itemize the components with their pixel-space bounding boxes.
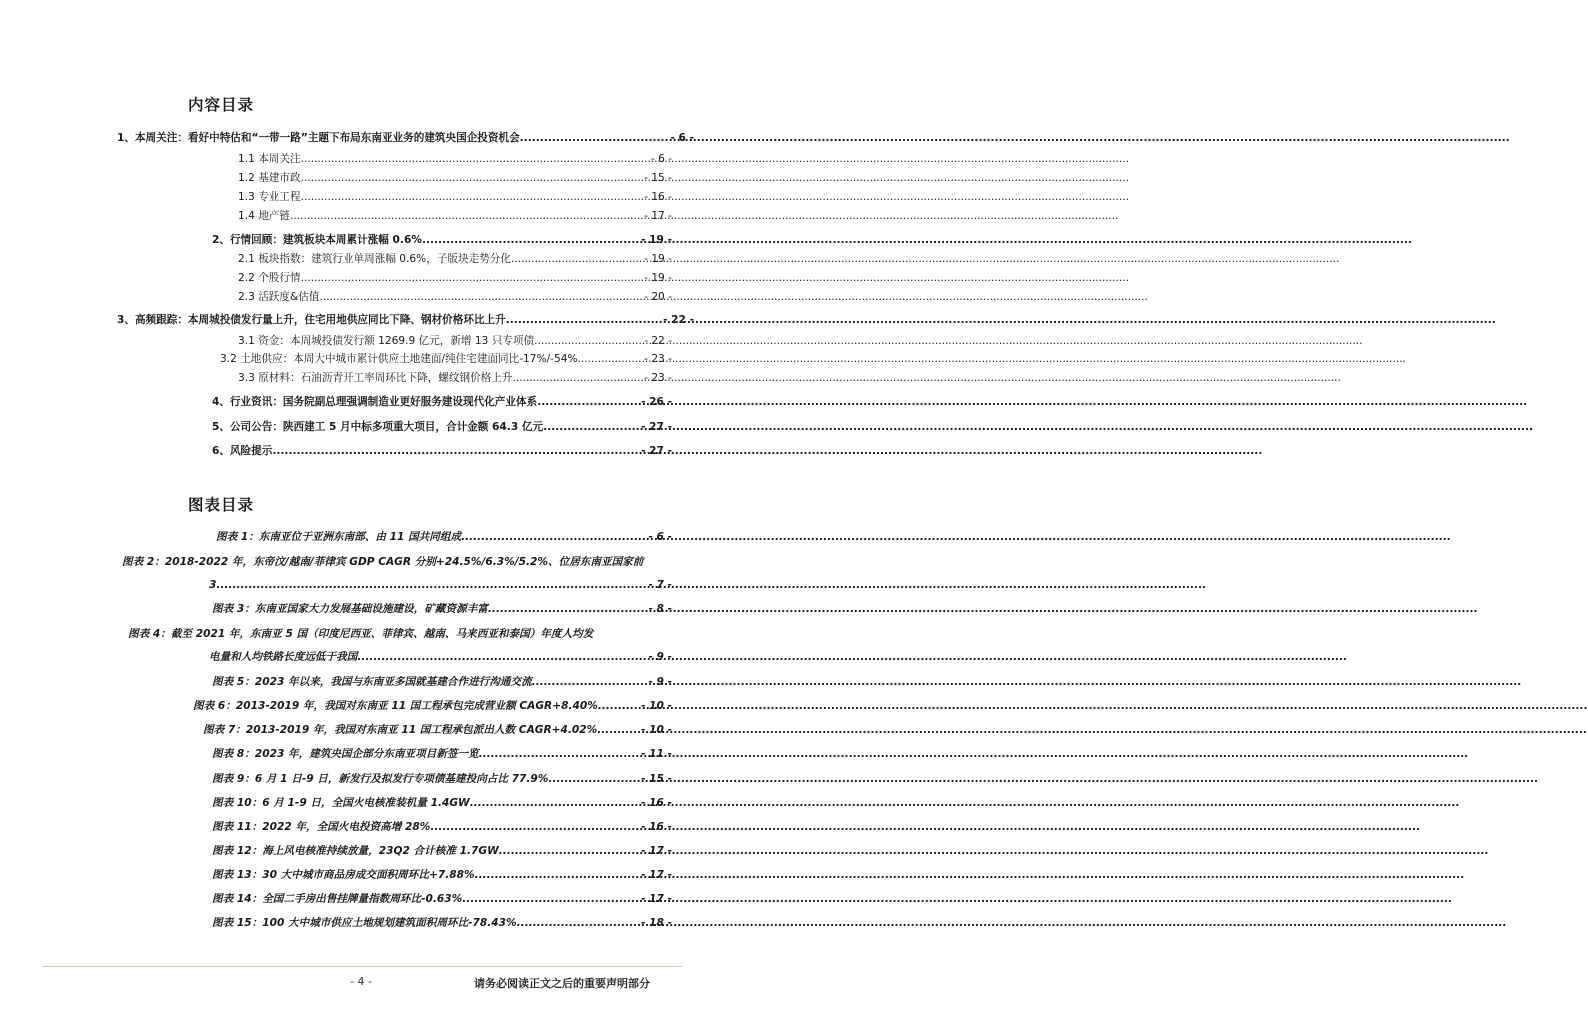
figure-entry[interactable]: 图表 3：东南亚国家大力发展基础设施建设，矿藏资源丰富 ..... - 8 - [212,602,672,616]
toc-entry[interactable]: 2.3 活跃度&估值 ..... - 20 - [238,290,672,304]
toc-entry[interactable]: 1.1 本周关注 ..... - 6 - [238,152,672,166]
figure-entry[interactable]: 图表 14：全国二手房出售挂牌量指数周环比-0.63% ..... - 17 - [212,892,672,906]
toc-entry[interactable]: 3.3 原材料：石油沥青开工率周环比下降，螺纹钢价格上升 ..... - 23 - [238,371,672,385]
footer-divider [42,966,682,967]
figure-entry[interactable]: 图表 12：海上风电核准持续放量，23Q2 合计核准 1.7GW ..... - 17 - [212,844,672,858]
figure-entry[interactable]: 图表 1：东南亚位于亚洲东南部、由 11 国共同组成 ..... - 6 - [216,530,672,544]
figure-entry[interactable]: 图表 15：100 大中城市供应土地规划建筑面积周环比-78.43% ..... - 18 - [212,916,672,930]
toc-entry[interactable]: 3、高频跟踪：本周城投债发行量上升，住宅用地供应同比下降、钢材价格环比上升 ..... - 22 - [117,313,694,327]
disclaimer-note: 请务必阅读正文之后的重要声明部分 [474,977,650,990]
figure-entry-continued[interactable]: 3 ..... - 7 - [209,578,672,592]
figures-title: 图表目录 [188,496,255,514]
figure-entry[interactable]: 图表 13：30 大中城市商品房成交面积周环比+7.88% ..... - 17 - [212,868,672,882]
toc-entry[interactable]: 2、行情回顾：建筑板块本周累计涨幅 0.6% ..... - 19 - [212,233,672,247]
toc-entry[interactable]: 1、本周关注：看好中特估和“一带一路”主题下布局东南亚业务的建筑央国企投资机会 ..... - 6 - [117,131,694,145]
page-number: - 4 - [350,975,372,988]
toc-entry[interactable]: 1.4 地产链 ..... - 17 - [238,209,672,223]
toc-entry[interactable]: 1.2 基建市政 ..... - 15 - [238,171,672,185]
toc-entry[interactable]: 4、行业资讯：国务院副总理强调制造业更好服务建设现代化产业体系 ..... - 26 - [212,395,672,409]
toc-entry[interactable]: 3.2 土地供应：本周大中城市累计供应土地建面/纯住宅建面同比-17%/-54% ..... - 23 - [220,352,672,366]
figure-entry-continued[interactable]: 电量和人均铁路长度远低于我国 ..... - 9 - [209,650,672,664]
toc-entry[interactable]: 6、风险提示 ..... - 27 - [212,444,672,458]
figure-entry[interactable]: 图表 6：2013-2019 年，我国对东南亚 11 国工程承包完成营业额 CAGR+8.40% ..... - 10 - [193,699,672,713]
toc-entry[interactable]: 2.2 个股行情 ..... - 19 - [238,271,672,285]
toc-entry[interactable]: 2.1 板块指数：建筑行业单周涨幅 0.6%，子版块走势分化 ..... - 19 - [238,252,672,266]
toc-entry[interactable]: 3.1 资金：本周城投债发行额 1269.9 亿元，新增 13 只专项债 ..... - 22 - [238,334,672,348]
figure-entry[interactable]: 图表 7：2013-2019 年，我国对东南亚 11 国工程承包派出人数 CAGR+4.02% ..... - 10 - [203,723,672,737]
figure-entry[interactable]: 图表 4：截至 2021 年，东南亚 5 国（印度尼西亚、菲律宾、越南、马来西亚和泰国）年度人均发 [128,628,594,640]
figure-entry[interactable]: 图表 5：2023 年以来，我国与东南亚多国就基建合作进行沟通交流 ..... - 9 - [212,675,672,689]
contents-title: 内容目录 [188,96,255,114]
figure-entry[interactable]: 图表 2：2018-2022 年，东帝汶/越南/菲律宾 GDP CAGR 分别+24.5%/6.3%/5.2%、位居东南亚国家前 [122,556,644,568]
toc-entry[interactable]: 5、公司公告：陕西建工 5 月中标多项重大项目，合计金额 64.3 亿元 ..... - 27 - [212,420,672,434]
figure-entry[interactable]: 图表 11：2022 年，全国火电投资高增 28% ..... - 16 - [212,820,672,834]
figure-entry[interactable]: 图表 10：6 月 1-9 日，全国火电核准装机量 1.4GW ..... - 16 - [212,796,672,810]
figure-entry[interactable]: 图表 8：2023 年，建筑央国企部分东南亚项目新签一览 ..... - 11 - [212,747,672,761]
toc-entry[interactable]: 1.3 专业工程 ..... - 16 - [238,190,672,204]
figure-entry[interactable]: 图表 9：6 月 1 日-9 日，新发行及拟发行专项债基建投向占比 77.9% ..... - 15 - [212,772,672,786]
